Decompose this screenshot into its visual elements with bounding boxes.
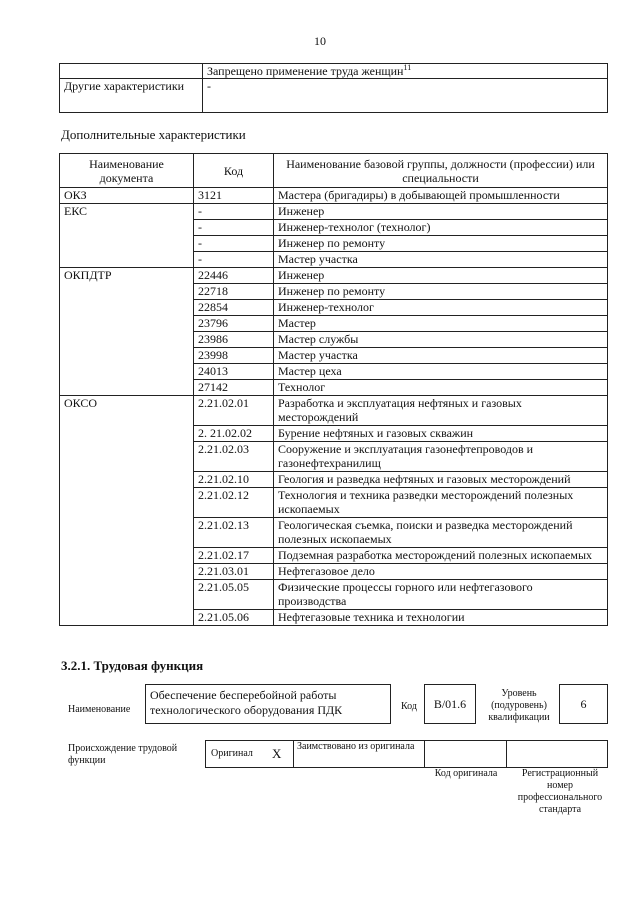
code-cell: - (194, 252, 274, 268)
name-cell: Мастер участка (274, 348, 608, 364)
name-cell: Физические процессы горного или нефтегазового производства (274, 580, 608, 610)
table-header-row (60, 154, 608, 188)
code-cell: 2.21.05.06 (194, 610, 274, 626)
code-cell: 2.21.02.12 (194, 488, 274, 518)
name-cell: Нефтегазовые техника и технологии (274, 610, 608, 626)
name-cell: Мастера (бригадиры) в добывающей промышленности (274, 188, 608, 204)
header-code: Код (194, 154, 274, 188)
table-cell: Другие характеристики (60, 79, 203, 113)
code-cell: 22718 (194, 284, 274, 300)
code-cell: 22446 (194, 268, 274, 284)
code-cell: 23796 (194, 316, 274, 332)
restriction-text: Запрещено применение труда женщин (207, 64, 404, 78)
original-label: Оригинал (211, 748, 253, 759)
table-cell (203, 64, 608, 79)
code-cell: - (194, 220, 274, 236)
code-cell: 27142 (194, 380, 274, 396)
characteristics-table (59, 63, 608, 113)
name-box (145, 684, 391, 724)
code-cell: 2.21.02.10 (194, 472, 274, 488)
name-cell: Мастер (274, 316, 608, 332)
table-row (60, 204, 608, 220)
name-cell: Технология и техника разведки месторождений полезных ископаемых (274, 488, 608, 518)
code-cell: 2. 21.02.02 (194, 426, 274, 442)
doc-cell: ОКЗ (60, 188, 194, 204)
labor-function-heading: 3.2.1. Трудовая функция (61, 658, 204, 673)
doc-cell: ЕКС (60, 204, 194, 268)
name-cell: Мастер службы (274, 332, 608, 348)
doc-cell: ОКСО (60, 396, 194, 626)
name-cell: Геологическая съемка, поиски и разведка месторождений полезных ископаемых (274, 518, 608, 548)
code-label: Код (401, 701, 417, 712)
name-cell: Инженер-технолог (технолог) (274, 220, 608, 236)
name-cell: Сооружение и эксплуатация газонефтепроводов и газонефтехранилищ (274, 442, 608, 472)
code-cell: - (194, 236, 274, 252)
table-row (60, 268, 608, 284)
table-cell (60, 64, 203, 79)
code-cell: 2.21.02.13 (194, 518, 274, 548)
additional-characteristics-table (59, 153, 608, 626)
table-cell: - (203, 79, 608, 113)
table-row (60, 188, 608, 204)
level-value: 6 (559, 684, 608, 724)
code-cell: 2.21.05.05 (194, 580, 274, 610)
registration-number-label: Регистрационный номер профессионального стандарта (517, 768, 603, 815)
name-cell: Инженер (274, 204, 608, 220)
code-cell: 22854 (194, 300, 274, 316)
name-cell: Разработка и эксплуатация нефтяных и газовых месторождений (274, 396, 608, 426)
name-cell: Инженер (274, 268, 608, 284)
name-cell: Мастер участка (274, 252, 608, 268)
divider (424, 741, 425, 767)
name-cell: Нефтегазовое дело (274, 564, 608, 580)
name-cell: Инженер по ремонту (274, 284, 608, 300)
code-cell: 24013 (194, 364, 274, 380)
header-doc: Наименование документа (60, 154, 194, 188)
name-cell: Подземная разработка месторождений полезных ископаемых (274, 548, 608, 564)
table-row (60, 79, 608, 113)
page-number: 10 (314, 34, 326, 48)
name-cell: Инженер-технолог (274, 300, 608, 316)
code-cell: 2.21.03.01 (194, 564, 274, 580)
code-cell: 23986 (194, 332, 274, 348)
divider (293, 741, 294, 767)
table-body (60, 188, 608, 626)
code-cell: 23998 (194, 348, 274, 364)
header-name: Наименование базовой группы, должности (профессии) или специальности (274, 154, 608, 188)
name-cell: Технолог (274, 380, 608, 396)
level-label: Уровень (подуровень) квалификации (488, 688, 550, 723)
code-cell: 2.21.02.03 (194, 442, 274, 472)
divider (506, 741, 507, 767)
origin-label: Происхождение трудовой функции (68, 743, 178, 766)
name-cell: Мастер цеха (274, 364, 608, 380)
code-cell: 2.21.02.01 (194, 396, 274, 426)
code-value: В/01.6 (424, 684, 476, 724)
name-cell: Бурение нефтяных и газовых скважин (274, 426, 608, 442)
doc-cell: ОКПДТР (60, 268, 194, 396)
code-original-label: Код оригинала (434, 768, 498, 779)
table-row (60, 396, 608, 426)
code-cell: 2.21.02.17 (194, 548, 274, 564)
original-mark: X (272, 746, 282, 761)
name-cell: Инженер по ремонту (274, 236, 608, 252)
name-label: Наименование (68, 704, 131, 715)
name-value: Обеспечение бесперебойной работы технологического оборудования ПДК (150, 688, 343, 717)
borrowed-label: Заимствовано из оригинала (297, 741, 415, 752)
name-cell: Геология и разведка нефтяных и газовых месторождений (274, 472, 608, 488)
table-row (60, 64, 608, 79)
footnote-marker: 11 (403, 63, 412, 72)
code-cell: 3121 (194, 188, 274, 204)
code-cell: - (194, 204, 274, 220)
section-title: Дополнительные характеристики (61, 127, 246, 142)
